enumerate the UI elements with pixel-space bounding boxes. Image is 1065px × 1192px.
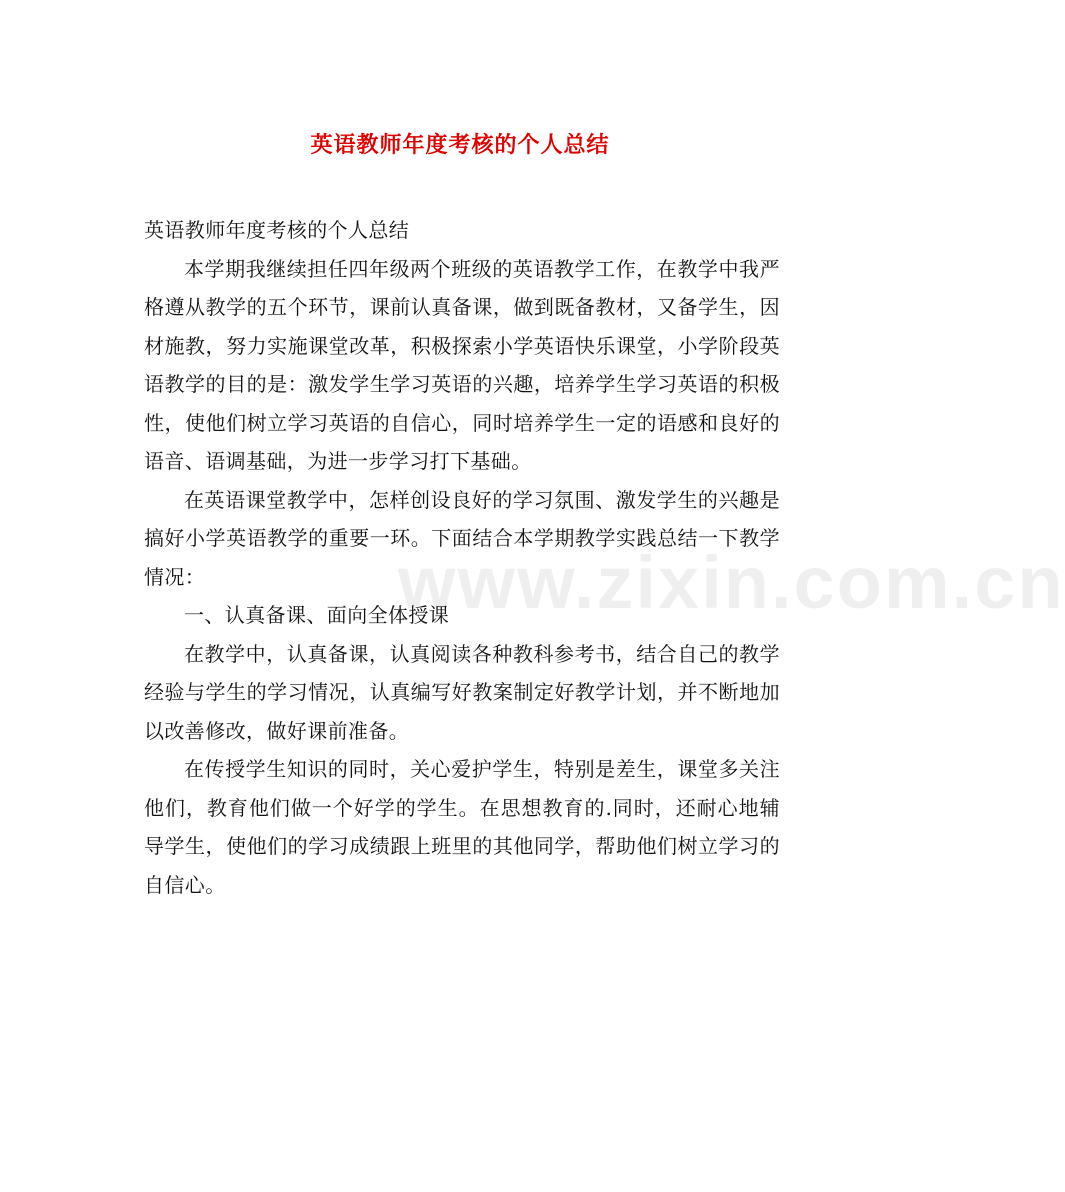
paragraph-4: 在传授学生知识的同时，关心爱护学生，特别是差生，课堂多关注他们，教育他们做一个好学的学生。在思想教育的.同时，还耐心地辅导学生，使他们的学习成绩跟上班里的其他同学，帮助他们树立学习的自信心。 <box>144 757 780 897</box>
document-title: 英语教师年度考核的个人总结 <box>310 132 610 158</box>
paragraph-1: 本学期我继续担任四年级两个班级的英语教学工作，在教学中我严格遵从教学的五个环节，课前认真备课，做到既备教材，又备学生，因材施教，努力实施课堂改革，积极探索小学英语快乐课堂，小学阶段英语教学的目的是：激发学生学习英语的兴趣，培养学生学习英语的积极性，使他们树立学习英语的自信心，同时培养学生一定的语感和良好的语音、语调基础，为进一步学习打下基础。 <box>144 256 780 473</box>
document-subtitle: 英语教师年度考核的个人总结 <box>144 218 410 242</box>
section-heading-1: 一、认真备课、面向全体授课 <box>184 603 450 627</box>
document-body <box>144 211 780 904</box>
paragraph-3: 在教学中，认真备课，认真阅读各种教科参考书，结合自己的教学经验与学生的学习情况，认真编写好教案制定好教学计划，并不断地加以改善修改，做好课前准备。 <box>144 641 780 743</box>
watermark: www.zixin.com.cn <box>398 541 1065 624</box>
paragraph-2: 在英语课堂教学中，怎样创设良好的学习氛围、激发学生的兴趣是搞好小学英语教学的重要一环。下面结合本学期教学实践总结一下教学情况： <box>144 487 780 589</box>
